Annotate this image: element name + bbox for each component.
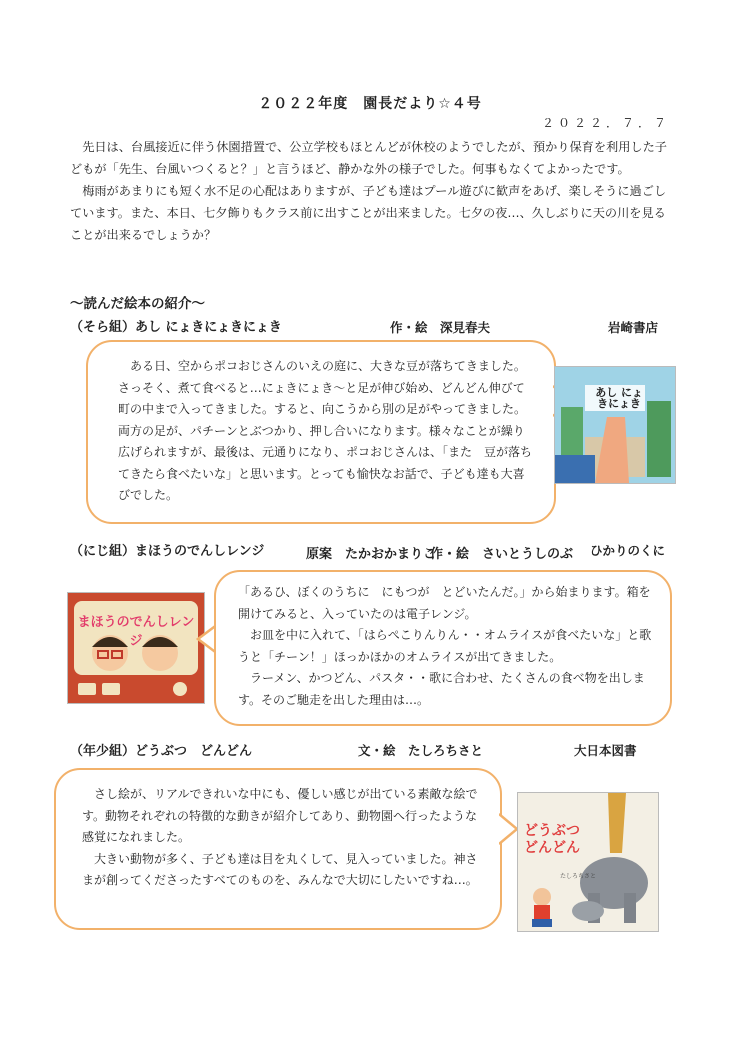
book3-cover-title: どうぶつ どんどん: [524, 823, 580, 856]
book2-description-bubble: [214, 570, 672, 726]
book2-credit-author: 作・絵 さいとうしのぶ: [430, 547, 574, 562]
book3-cover-image: [517, 792, 659, 932]
book2-title: （にじ組）まほうのでんしレンジ: [70, 544, 265, 559]
book2-description-p1: 「あるひ、ぼくのうちに にもつが とどいたんだ。」から始まります。箱を開けてみると、入っていたのは電子レンジ。: [238, 585, 651, 621]
book3-description-p2: 大きい動物が多く、子ども達は目を丸くして、見入っていました。神さまが創ってくださったすべてのものを、みんなで大切にしたいですね…。: [82, 851, 478, 887]
book3-title: （年少組）どうぶつ どんどん: [70, 744, 253, 759]
book1-description: ある日、空からポコおじさんのいえの庭に、大きな豆が落ちてきました。さっそく、煮て食べると…にょきにょき～と足が伸び始め、どんどん伸びて町の中まで入ってきました。すると、向こうから別の足がやってきました。両方の足が、パチーンとぶつかり、押し合いになります。様々なことが繰り広げられますが、最後は、元通りになり、ポコおじさんは、｢また 豆が落ちてきたら食べたいな」と思います。とっても愉快なお話で、子ども達も大喜びでした。: [118, 359, 533, 502]
book1-credit: 作・絵 深見春夫: [390, 320, 491, 335]
book2-cover-image: [67, 592, 205, 704]
book3-publisher: 大日本図書: [574, 743, 637, 758]
book2-credit-original: 原案 たかおかまりこ: [306, 547, 437, 562]
book1-cover-illustration: [555, 367, 675, 483]
book3-description-bubble: [54, 768, 502, 930]
book1-title: （そら組）あし にょきにょきにょき: [70, 320, 282, 335]
book2-description-p2: お皿を中に入れて、｢はらぺこりんりん・・オムライスが食べたいな」と歌うと「チーン！」ほっかほかのオムライスが出てきました。: [238, 628, 652, 664]
book1-publisher: 岩崎書店: [608, 320, 659, 335]
book1-description-bubble: [86, 340, 556, 524]
book2-cover-title: まほうのでんしレンジ: [77, 615, 195, 649]
newsletter-date: ２０２２．７．７: [541, 116, 670, 130]
newsletter-title: ２０２２年度 園長だより☆４号: [258, 96, 482, 112]
book3-cover-illustration: [518, 793, 658, 931]
book1-cover-title: あし にょきにょき: [595, 386, 643, 410]
section-heading: ～読んだ絵本の紹介～: [70, 296, 205, 312]
book3-credit: 文・絵 たしろちさと: [358, 743, 484, 758]
intro-paragraph-1: 先日は、台風接近に伴う休園措置で、公立学校もほとんどが休校のようでしたが、預かり保育を利用した子どもが「先生、台風いつくると？」と言うほど、静かな外の様子でした。何事もなくてよかったです。: [70, 140, 667, 176]
intro-paragraph-2: 梅雨があまりにも短く水不足の心配はありますが、子ども達はプール遊びに歓声をあげ、楽しそうに過ごしています。また、本日、七夕飾りもクラス前に出すことが出来ました。七夕の夜…、久しぶりに天の川を見ることが出来るでしょうか？: [70, 184, 667, 242]
book2-publisher: ひかりのくに: [590, 543, 666, 558]
book1-cover-image: [554, 366, 676, 484]
book3-cover-author: たしろちさと: [560, 873, 597, 880]
book2-description-p3: ラーメン、かつどん、パスタ・・歌に合わせ、たくさんの食べ物を出します。そのご馳走を出した理由は…。: [238, 671, 645, 707]
intro-text: [70, 136, 670, 246]
book3-description-p1: さし絵が、リアルできれいな中にも、優しい感じが出ている素敵な絵です。動物それぞれの特徴的な動きが紹介してあり、動物園へ行ったような感覚になれました。: [82, 787, 478, 844]
book3-bubble-tail: [499, 812, 519, 846]
